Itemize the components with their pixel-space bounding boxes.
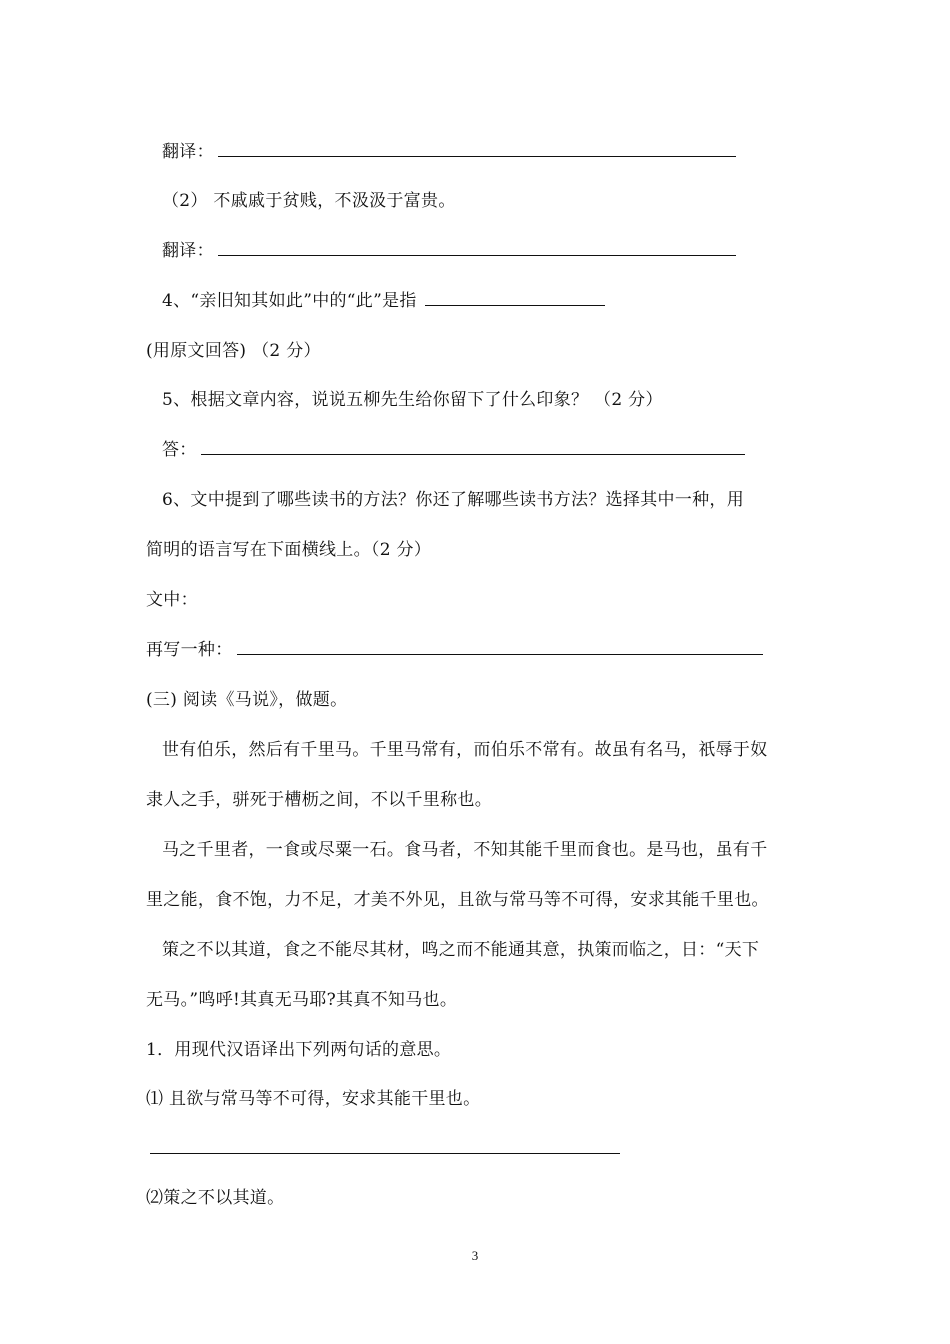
- answer-line-5: [162, 438, 745, 462]
- question-4-note: (用原文回答) （2 分）: [146, 341, 321, 361]
- answer-blank[interactable]: [218, 241, 736, 256]
- answer-label: 再写一种：: [146, 640, 233, 660]
- question-3-item-2: （2） 不戚戚于贫贱，不汲汲于富贵。: [162, 191, 456, 211]
- passage-para-3-cont: 无马。”鸣呼!其真无马耶?其真不知马也。: [146, 990, 458, 1010]
- answer-another: [146, 638, 763, 662]
- question-4: [162, 289, 605, 313]
- translation-label: 翻译：: [162, 142, 214, 162]
- question-4-text: 4、“亲旧知其如此”中的“此”是指: [162, 291, 417, 311]
- question-1-item-1: ⑴ 且欲与常马等不可得，安求其能干里也。: [146, 1089, 481, 1109]
- question-6-cont: 简明的语言写在下面横线上。（2 分）: [146, 540, 432, 560]
- passage-para-2-cont: 里之能，食不饱，力不足，才美不外见，且欲与常马等不可得，安求其能千里也。: [146, 890, 769, 910]
- passage-para-1: 世有伯乐，然后有千里马。千里马常有，而伯乐不常有。故虽有名马，祇辱于奴: [162, 740, 768, 760]
- page-number: 3: [471, 1248, 479, 1263]
- question-1-item-2: ⑵策之不以其道。: [146, 1188, 285, 1208]
- translation-line-2: [162, 239, 736, 263]
- translation-line-1: [162, 140, 736, 164]
- question-6: 6、文中提到了哪些读书的方法？你还了解哪些读书方法？选择其中一种，用: [162, 490, 745, 510]
- answer-blank[interactable]: [201, 440, 745, 455]
- passage-para-1-cont: 隶人之手，骈死于槽枥之间，不以千里称也。: [146, 790, 492, 810]
- passage-para-3: 策之不以其道，食之不能尽其材，鸣之而不能通其意，执策而临之，日：“天下: [162, 940, 760, 960]
- answer-label: 答：: [162, 440, 197, 460]
- answer-wenzhong: 文中：: [146, 590, 198, 610]
- section-3-heading: (三) 阅读《马说》，做题。: [146, 690, 348, 710]
- question-5: 5、根据文章内容，说说五柳先生给你留下了什么印象？ （2 分）: [162, 390, 663, 410]
- translation-label: 翻译：: [162, 241, 214, 261]
- question-1: 1．用现代汉语译出下列两句话的意思。: [146, 1040, 452, 1060]
- answer-blank[interactable]: [237, 640, 763, 655]
- answer-blank[interactable]: [218, 142, 736, 157]
- answer-blank[interactable]: [425, 291, 605, 306]
- answer-blank-line[interactable]: [150, 1153, 620, 1154]
- passage-para-2: 马之千里者，一食或尽粟一石。食马者，不知其能千里而食也。是马也，虽有千: [162, 840, 768, 860]
